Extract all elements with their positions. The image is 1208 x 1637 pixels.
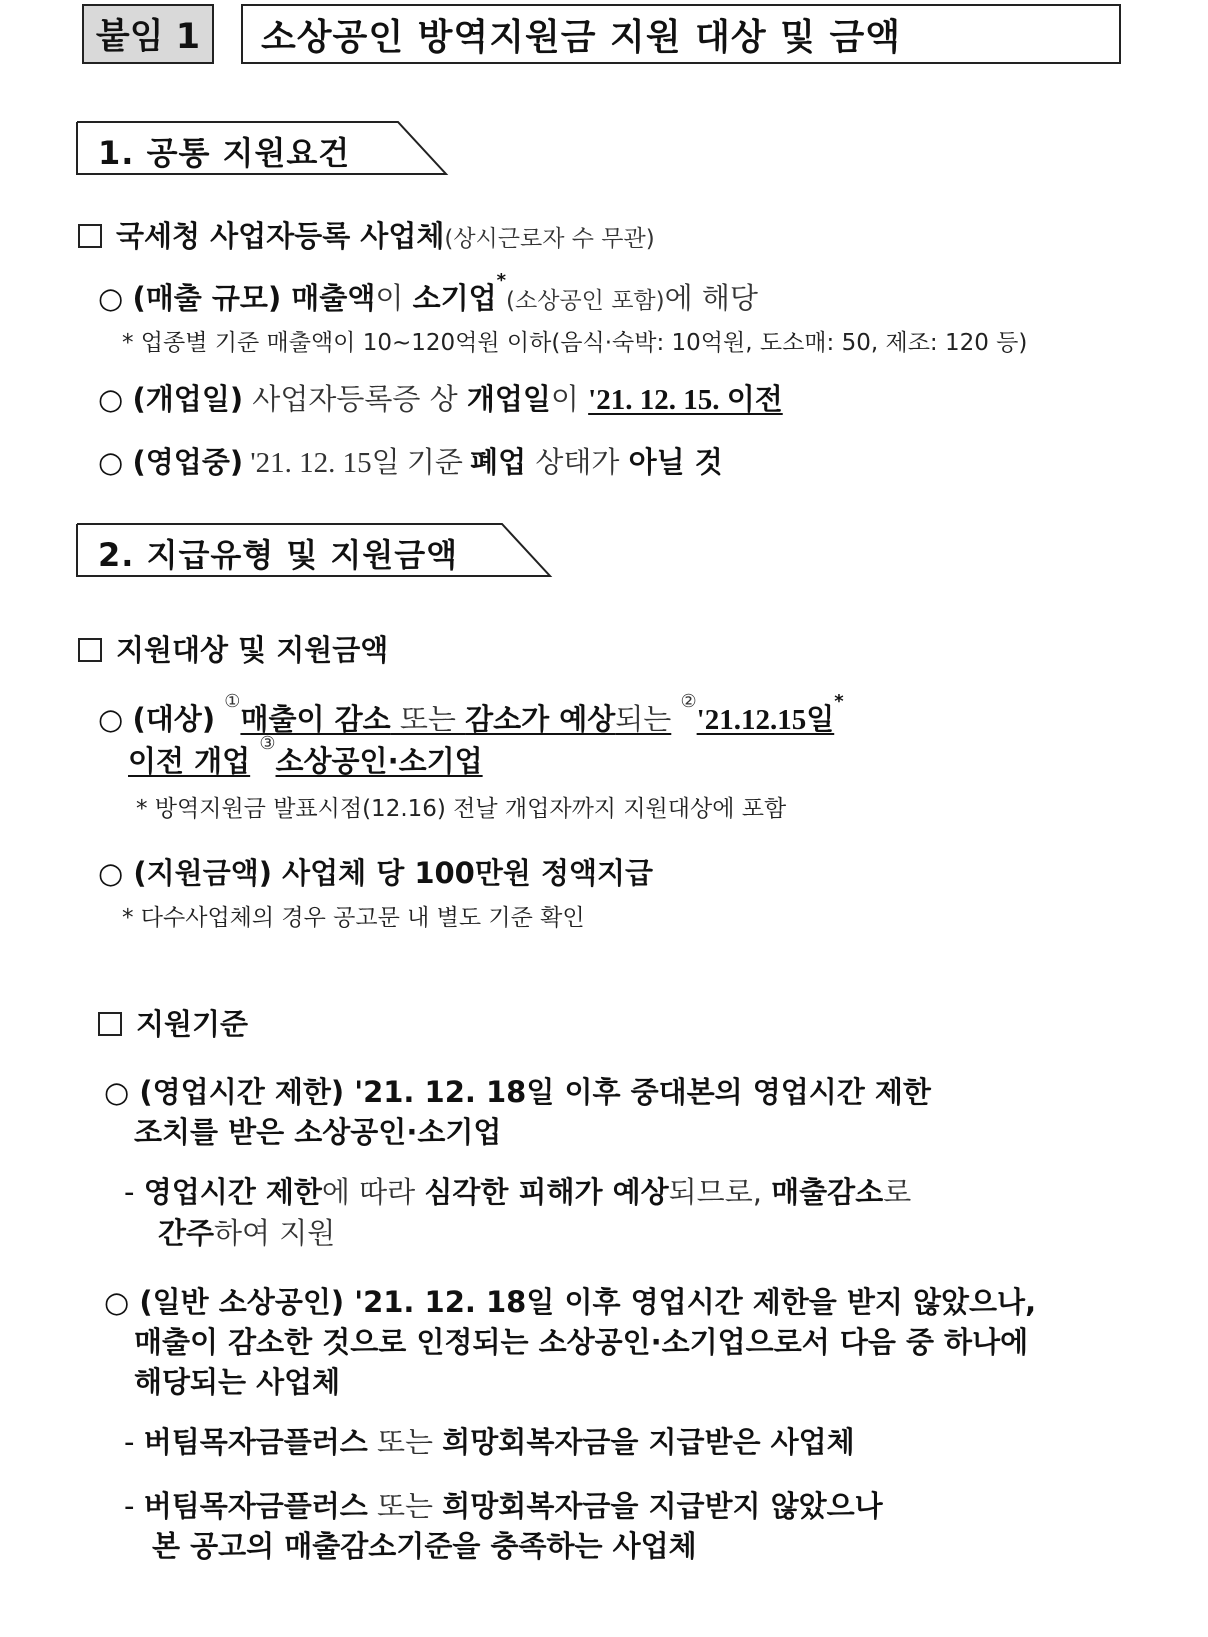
sub-general-1: - 버팀목자금플러스 또는 희망회복자금을 지급받은 사업체 — [124, 1425, 855, 1459]
bullet-operating: ○ (영업중) '21. 12. 15일 기준 폐업 상태가 아닐 것 — [98, 445, 723, 479]
sub-hours-limit: - 영업시간 제한에 따라 심각한 피해가 예상되므로, 매출감소로 — [124, 1175, 912, 1209]
sub-general-2: - 버팀목자금플러스 또는 희망회복자금을 지급받지 않았으나 — [124, 1489, 883, 1523]
sub-general-2-line2: 본 공고의 매출감소기준을 충족하는 사업체 — [152, 1529, 697, 1563]
section2-heading — [76, 522, 556, 580]
section1-heading — [76, 120, 556, 178]
bullet-hours-limit: ○ (영업시간 제한) '21. 12. 18일 이후 중대본의 영업시간 제한 — [104, 1075, 931, 1109]
section2-heading-text: 2. 지급유형 및 지원금액 — [98, 536, 459, 574]
checkbox-bullet-icon — [78, 638, 102, 662]
bullet-amount: ○ (지원금액) 사업체 당 100만원 정액지급 — [98, 856, 654, 890]
bullet-hours-limit-line2: 조치를 받은 소상공인·소기업 — [134, 1115, 502, 1149]
checkbox-bullet-icon — [78, 224, 102, 248]
document-title: 소상공인 방역지원금 지원 대상 및 금액 — [241, 4, 1121, 64]
criteria-item: 지원기준 — [98, 1002, 248, 1043]
bullet-general: ○ (일반 소상공인) '21. 12. 18일 이후 영업시간 제한을 받지 않았으나, — [104, 1285, 1037, 1319]
bullet-general-line2: 매출이 감소한 것으로 인정되는 소상공인·소기업으로서 다음 중 하나에 — [134, 1325, 1029, 1359]
bullet-sales-scale: ○ (매출 규모) 매출액이 소기업*(소상공인 포함)에 해당 — [98, 270, 758, 315]
checkbox-bullet-icon — [98, 1012, 122, 1036]
bullet-target-line2: 이전 개업 ③소상공인·소기업 — [128, 733, 483, 778]
bullet-target: ○ (대상) ①매출이 감소 또는 감소가 예상되는 ②'21.12.15일* — [98, 691, 844, 736]
section1-item: 국세청 사업자등록 사업체(상시근로자 수 무관) — [78, 214, 655, 255]
bullet-general-line3: 해당되는 사업체 — [134, 1365, 341, 1399]
note-sales-scale: * 업종별 기준 매출액이 10~120억원 이하(음식·숙박: 10억원, 도소매: 50, 제조: 120 등) — [122, 330, 1028, 356]
note-amount: * 다수사업체의 경우 공고문 내 별도 기준 확인 — [122, 905, 585, 931]
section1-heading-text: 1. 공통 지원요건 — [98, 134, 351, 172]
section2-item: 지원대상 및 지원금액 — [78, 628, 388, 669]
sub-hours-limit-line2: 간주하여 지원 — [158, 1216, 336, 1250]
bullet-open-date: ○ (개업일) 사업자등록증 상 개업일이 '21. 12. 15. 이전 — [98, 382, 783, 416]
attachment-tag: 붙임 1 — [82, 4, 214, 64]
note-target: * 방역지원금 발표시점(12.16) 전날 개업자까지 지원대상에 포함 — [136, 796, 787, 822]
